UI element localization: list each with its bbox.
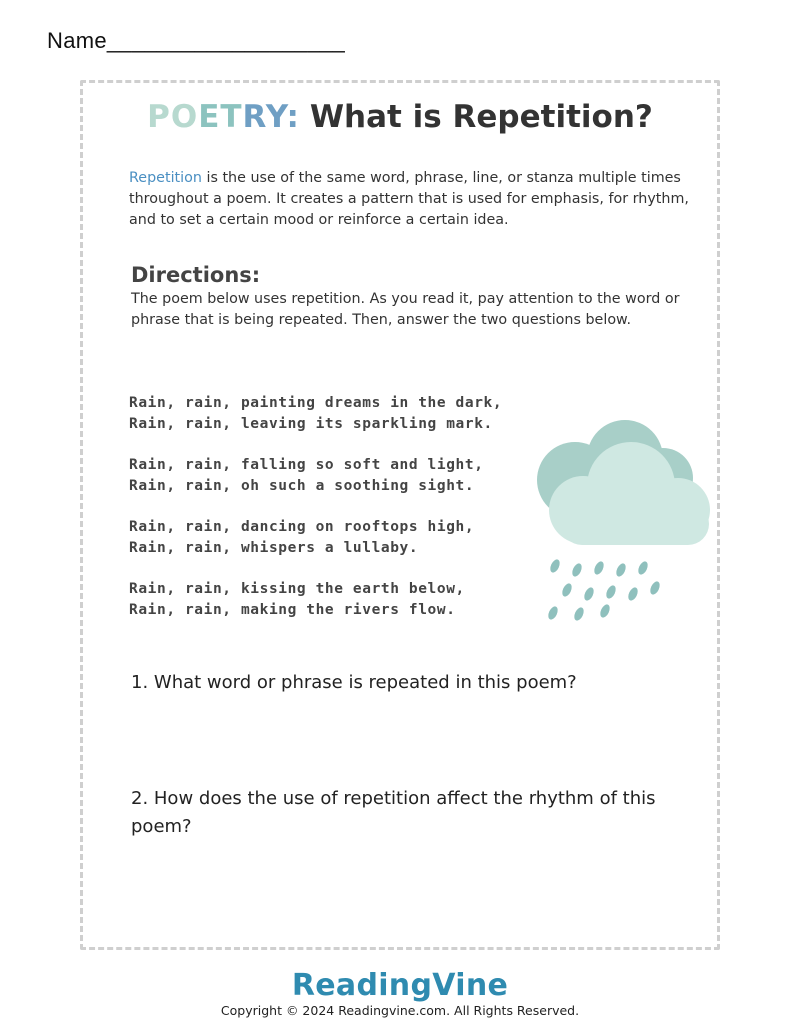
title-main: What is Repetition? [309,99,653,135]
poem-line: Rain, rain, whispers a lullaby. [129,540,419,556]
intro-paragraph [129,168,689,231]
poem-line: Rain, rain, oh such a soothing sight. [129,478,475,494]
directions-heading: Directions: [131,263,261,287]
title-prefix-part: RY: [242,99,300,135]
poem-line: Rain, rain, painting dreams in the dark, [129,395,503,411]
intro-term: Repetition [129,170,202,186]
brand-logo-text: ReadingVine [291,968,509,1003]
poem-line: Rain, rain, kissing the earth below, [129,581,465,597]
poem-line: Rain, rain, dancing on rooftops high, [129,519,475,535]
title-prefix-part: PO [147,99,199,135]
rain-cloud-icon [513,418,713,623]
directions-text: The poem below uses repetition. As you read it, pay attention to the word or phrase that is being repeated. Then, answer the two questions below. [131,291,680,328]
poem [129,393,502,641]
poem-stanza [129,455,502,497]
poem-stanza [129,517,502,559]
worksheet-frame [80,80,720,950]
rain-drops [546,558,661,622]
poem-line: Rain, rain, making the rivers flow. [129,602,456,618]
poem-line: Rain, rain, falling so soft and light, [129,457,484,473]
name-field-label: Name___________________ [47,28,346,53]
title-prefix [147,99,300,135]
intro-text: is the use of the same word, phrase, line, or stanza multiple times throughout a poem. It creates a pattern that is used for emphasis, for rhythm, and to set a certain mood or reinforce a certain idea. [129,170,689,228]
question-2: 2. How does the use of repetition affect the rhythm of this poem? [131,788,656,837]
poem-line: Rain, rain, leaving its sparkling mark. [129,416,493,432]
poem-stanza [129,393,502,435]
copyright-text: Copyright © 2024 Readingvine.com. All Rights Reserved. [220,1003,580,1018]
title-prefix-part: ET [198,99,243,135]
page-title [83,99,717,135]
poem-stanza [129,579,502,621]
question-1: 1. What word or phrase is repeated in this poem? [131,672,577,693]
